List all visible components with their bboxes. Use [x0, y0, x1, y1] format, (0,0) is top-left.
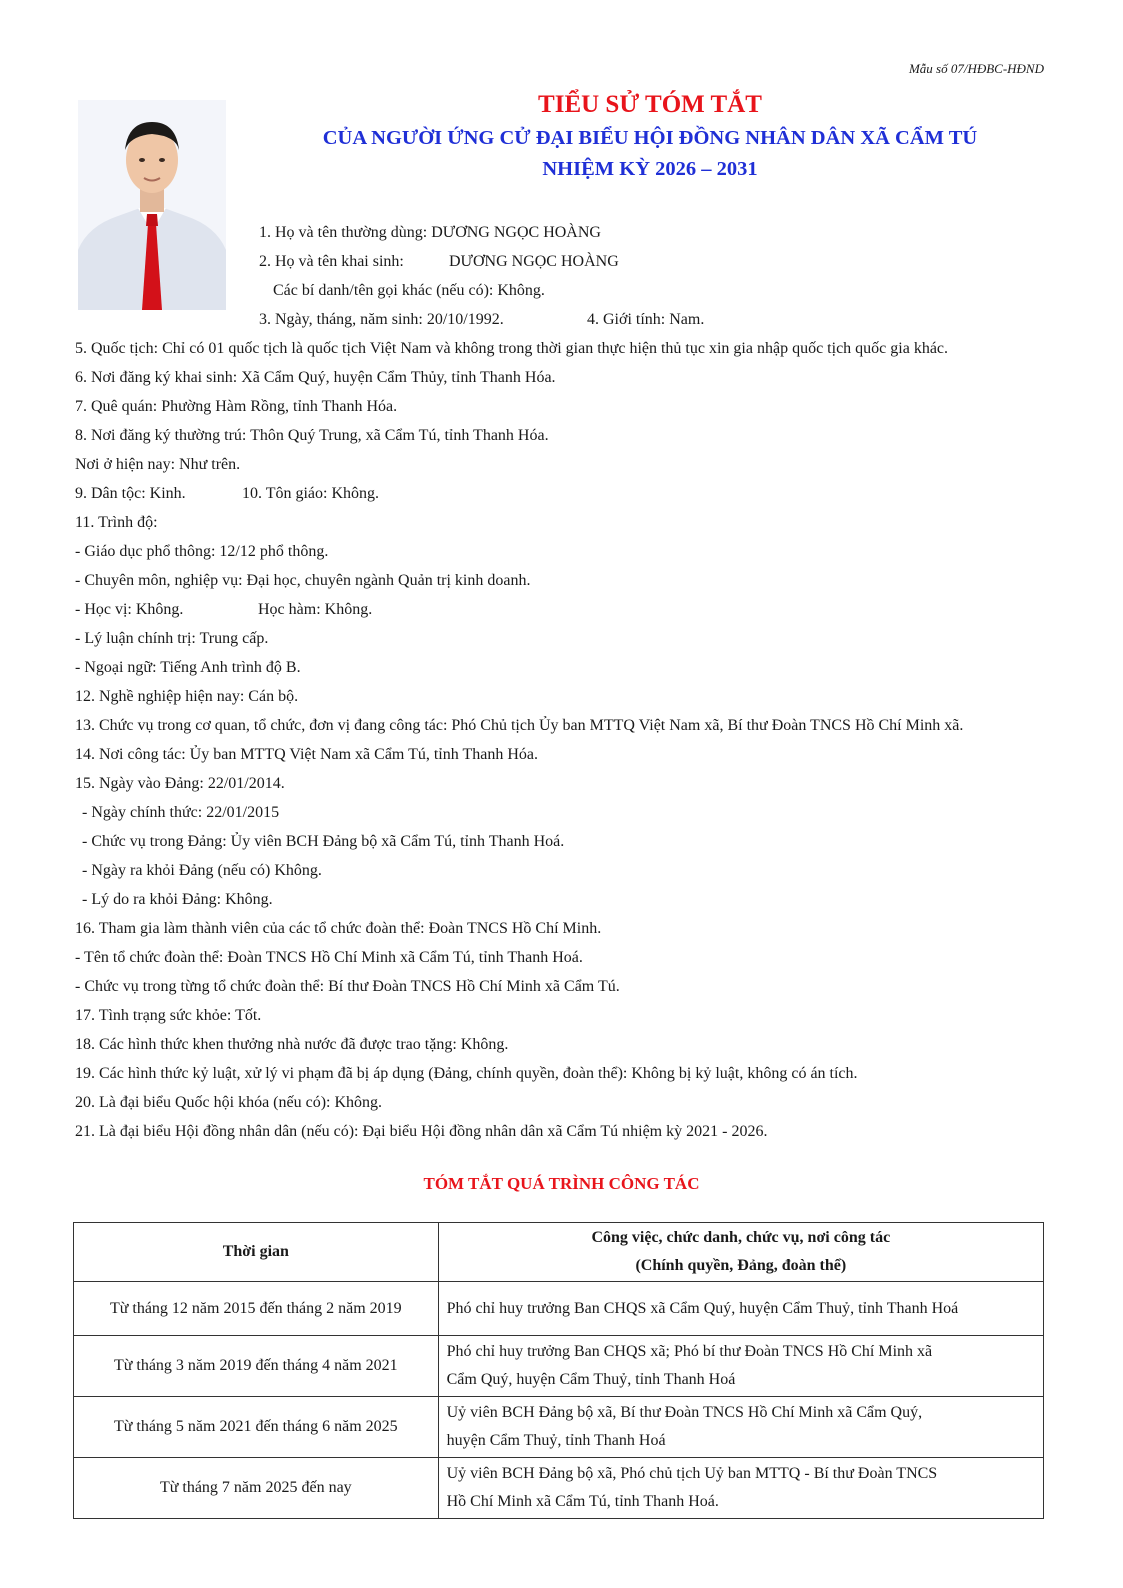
bio-birth-date: 3. Ngày, tháng, năm sinh: 20/10/1992.: [259, 311, 504, 328]
column-header-line: Công việc, chức danh, chức vụ, nơi công tác: [591, 1229, 891, 1246]
description-line: Hồ Chí Minh xã Cẩm Tú, tỉnh Thanh Hoá.: [446, 1493, 719, 1510]
cell-time: Từ tháng 5 năm 2021 đến tháng 6 năm 2025: [74, 1397, 439, 1458]
description-line: Uỷ viên BCH Đảng bộ xã, Phó chủ tịch Uỷ ban MTTQ - Bí thư Đoàn TNCS: [446, 1465, 938, 1482]
portrait-icon: [78, 100, 226, 310]
bio-birth-name-label: 2. Họ và tên khai sinh:: [259, 253, 404, 270]
bio-awards: 18. Các hình thức khen thưởng nhà nước đã được trao tặng: Không.: [75, 1036, 509, 1053]
bio-party-leave-date: - Ngày ra khỏi Đảng (nếu có) Không.: [82, 862, 322, 879]
bio-health: 17. Tình trạng sức khỏe: Tốt.: [75, 1007, 262, 1024]
bio-national-assembly: 20. Là đại biểu Quốc hội khóa (nếu có): Không.: [75, 1094, 383, 1111]
table-row: [74, 1282, 1044, 1336]
bio-hometown: 7. Quê quán: Phường Hàm Rồng, tỉnh Thanh Hóa.: [75, 398, 398, 415]
bio-party-join-date: 15. Ngày vào Đảng: 22/01/2014.: [75, 775, 285, 792]
bio-workplace: 14. Nơi công tác: Ủy ban MTTQ Việt Nam xã Cẩm Tú, tỉnh Thanh Hóa.: [75, 746, 538, 763]
bio-organizations: 16. Tham gia làm thành viên của các tổ chức đoàn thể: Đoàn TNCS Hồ Chí Minh.: [75, 920, 602, 937]
bio-organization-name: - Tên tổ chức đoàn thể: Đoàn TNCS Hồ Chí Minh xã Cẩm Tú, tỉnh Thanh Hoá.: [75, 949, 583, 966]
bio-foreign-language: - Ngoại ngữ: Tiếng Anh trình độ B.: [75, 659, 301, 676]
bio-peoples-council: 21. Là đại biểu Hội đồng nhân dân (nếu có): Đại biểu Hội đồng nhân dân xã Cẩm Tú nhiệm kỳ 2021 - 2026.: [75, 1123, 768, 1140]
bio-current-residence: Nơi ở hiện nay: Như trên.: [75, 456, 241, 473]
bio-party-position: - Chức vụ trong Đảng: Ủy viên BCH Đảng bộ xã Cẩm Tú, tỉnh Thanh Hoá.: [82, 833, 565, 850]
cell-description: [438, 1397, 1043, 1458]
description-line: Cẩm Quý, huyện Cẩm Thuỷ, tỉnh Thanh Hoá: [446, 1371, 736, 1388]
work-history-table: [73, 1222, 1044, 1519]
description-line: huyện Cẩm Thuỷ, tỉnh Thanh Hoá: [446, 1432, 666, 1449]
table-row: [74, 1458, 1044, 1519]
bio-common-name: 1. Họ và tên thường dùng: DƯƠNG NGỌC HOÀNG: [259, 224, 601, 241]
document-subtitle: CỦA NGƯỜI ỨNG CỬ ĐẠI BIỂU HỘI ĐỒNG NHÂN DÂN XÃ CẨM TÚ: [322, 127, 978, 149]
cell-time: Từ tháng 7 năm 2025 đến nay: [74, 1458, 439, 1519]
bio-organization-position: - Chức vụ trong từng tổ chức đoàn thể: Bí thư Đoàn TNCS Hồ Chí Minh xã Cẩm Tú.: [75, 978, 620, 995]
bio-ethnicity: 9. Dân tộc: Kinh.: [75, 485, 186, 502]
header: [240, 88, 1060, 184]
bio-religion: 10. Tôn giáo: Không.: [242, 485, 380, 502]
column-header-position: [438, 1223, 1043, 1282]
bio-political-theory: - Lý luận chính trị: Trung cấp.: [75, 630, 269, 647]
cell-time: Từ tháng 12 năm 2015 đến tháng 2 năm 2019: [74, 1282, 439, 1336]
bio-degree: - Học vị: Không.: [75, 601, 184, 618]
bio-position: 13. Chức vụ trong cơ quan, tổ chức, đơn vị đang công tác: Phó Chủ tịch Ủy ban MTTQ Việt Nam xã, Bí thư Đoàn TNCS Hồ Chí Minh xã.: [75, 717, 964, 734]
table-header-row: [74, 1223, 1044, 1282]
document-title: TIỂU SỬ TÓM TẮT: [538, 91, 762, 118]
table-row: [74, 1336, 1044, 1397]
cell-description: [438, 1282, 1043, 1336]
column-header-time: Thời gian: [74, 1223, 439, 1282]
bio-academic-title: Học hàm: Không.: [258, 601, 373, 618]
bio-discipline: 19. Các hình thức kỷ luật, xử lý vi phạm đã bị áp dụng (Đảng, chính quyền, đoàn thể): Không bị kỷ luật, không có án tích.: [75, 1065, 858, 1082]
cell-time: Từ tháng 3 năm 2019 đến tháng 4 năm 2021: [74, 1336, 439, 1397]
bio-gender: 4. Giới tính: Nam.: [587, 311, 705, 328]
bio-general-education: - Giáo dục phổ thông: 12/12 phổ thông.: [75, 543, 329, 560]
description-line: Phó chỉ huy trưởng Ban CHQS xã Cẩm Quý, huyện Cẩm Thuỷ, tỉnh Thanh Hoá: [446, 1299, 959, 1317]
form-code: Mẫu số 07/HĐBC-HĐND: [908, 61, 1044, 76]
bio-birth-name-value: DƯƠNG NGỌC HOÀNG: [449, 253, 619, 270]
bio-aliases: Các bí danh/tên gọi khác (nếu có): Không.: [273, 282, 545, 299]
bio-party-leave-reason: - Lý do ra khỏi Đảng: Không.: [82, 891, 273, 908]
bio-education-heading: 11. Trình độ:: [75, 514, 158, 531]
column-header-line: (Chính quyền, Đảng, đoàn thể): [635, 1257, 847, 1274]
cell-description: [438, 1458, 1043, 1519]
work-history-title: TÓM TẮT QUÁ TRÌNH CÔNG TÁC: [423, 1174, 700, 1193]
bio-occupation: 12. Nghề nghiệp hiện nay: Cán bộ.: [75, 688, 299, 705]
bio-birth-registration: 6. Nơi đăng ký khai sinh: Xã Cẩm Quý, huyện Cẩm Thủy, tỉnh Thanh Hóa.: [75, 369, 556, 386]
table-row: [74, 1397, 1044, 1458]
portrait-photo: [78, 100, 226, 310]
bio-permanent-residence: 8. Nơi đăng ký thường trú: Thôn Quý Trung, xã Cẩm Tú, tỉnh Thanh Hóa.: [75, 427, 549, 444]
bio-professional-education: - Chuyên môn, nghiệp vụ: Đại học, chuyên ngành Quản trị kinh doanh.: [75, 572, 531, 589]
cell-description: [438, 1336, 1043, 1397]
term-label: NHIỆM KỲ 2026 – 2031: [542, 158, 758, 180]
bio-nationality: 5. Quốc tịch: Chỉ có 01 quốc tịch là quốc tịch Việt Nam và không trong thời gian thực hiện thủ tục xin gia nhập quốc tịch quốc gia khác.: [75, 340, 949, 357]
bio-party-official-date: - Ngày chính thức: 22/01/2015: [82, 804, 280, 821]
description-line: Uỷ viên BCH Đảng bộ xã, Bí thư Đoàn TNCS Hồ Chí Minh xã Cẩm Quý,: [446, 1404, 923, 1421]
description-line: Phó chỉ huy trưởng Ban CHQS xã; Phó bí thư Đoàn TNCS Hồ Chí Minh xã: [446, 1343, 933, 1360]
